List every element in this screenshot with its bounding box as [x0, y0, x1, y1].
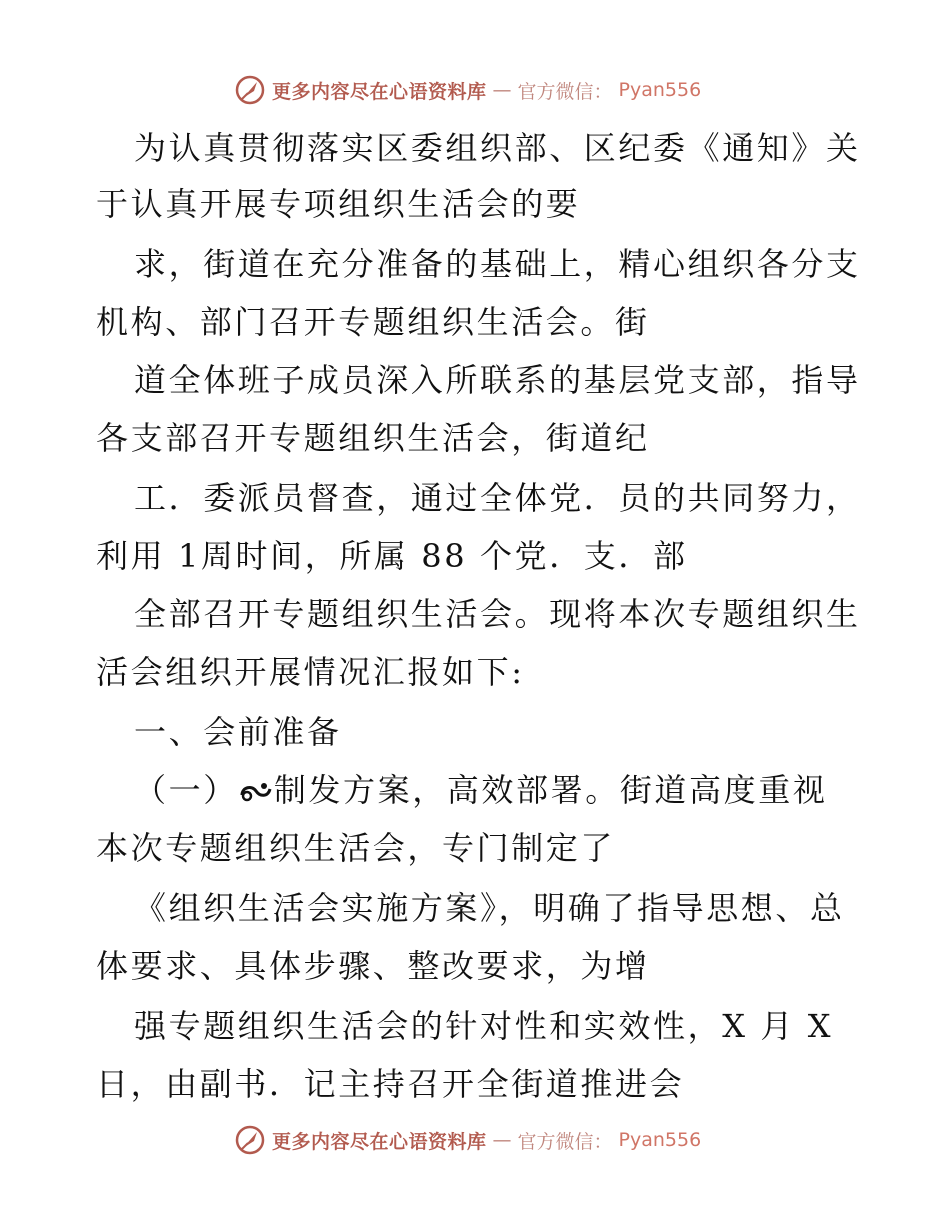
watermark-id: Pyan556	[618, 1129, 702, 1151]
paragraph-line: 各支部召开专题组织生活会，街道纪	[96, 419, 650, 457]
paragraph-line: 利用 1周时间，所属 88 个党．支．部	[96, 537, 688, 575]
paragraph-line: 求，街道在充分准备的基础上，精心组织各分支	[134, 245, 861, 283]
paragraph-line: 道全体班子成员深入所联系的基层党支部，指导	[134, 361, 861, 399]
paragraph-line: 强专题组织生活会的针对性和实效性，X 月 X	[134, 1007, 834, 1045]
paragraph-line: 机构、部门召开专题组织生活会。街	[96, 303, 650, 341]
feather-logo-icon	[234, 1124, 266, 1156]
watermark-label: 官方微信：	[517, 1130, 613, 1153]
watermark-dash: —	[492, 79, 512, 101]
paragraph-line: 本次专题组织生活会，专门制定了	[96, 829, 616, 867]
paragraph-line: 日，由副书．记主持召开全街道推进会	[96, 1065, 685, 1103]
subsection-title: 制发方案，高效部署。街道高度重视	[273, 771, 828, 809]
watermark-dash: —	[492, 1129, 512, 1151]
section-heading: 一、会前准备	[134, 713, 342, 751]
paragraph-line: 《组织生活会实施方案》，明确了指导思想、总	[134, 889, 845, 927]
watermark-id: Pyan556	[618, 79, 702, 101]
paragraph-line: 为认真贯彻落实区委组织部、区纪委《通知》关	[134, 129, 861, 167]
paragraph-line: 于认真开展专项组织生活会的要	[96, 185, 581, 223]
paragraph-line: 活会组织开展情况汇报如下:	[96, 653, 525, 691]
subsection-heading-line	[134, 770, 827, 810]
watermark-brand: 更多内容尽在心语资料库	[272, 1130, 487, 1153]
watermark-brand: 更多内容尽在心语资料库	[272, 80, 487, 103]
watermark-label: 官方微信：	[517, 80, 613, 103]
feather-logo-icon	[234, 74, 266, 106]
header-watermark	[234, 72, 754, 108]
ornament-bullet-icon	[238, 777, 274, 805]
subsection-number: （一）	[134, 771, 238, 809]
paragraph-line: 工．委派员督查，通过全体党．员的共同努力，	[134, 479, 861, 517]
paragraph-line: 全部召开专题组织生活会。现将本次专题组织生	[134, 595, 861, 633]
footer-watermark	[234, 1122, 754, 1158]
paragraph-line: 体要求、具体步骤、整改要求，为增	[96, 947, 650, 985]
